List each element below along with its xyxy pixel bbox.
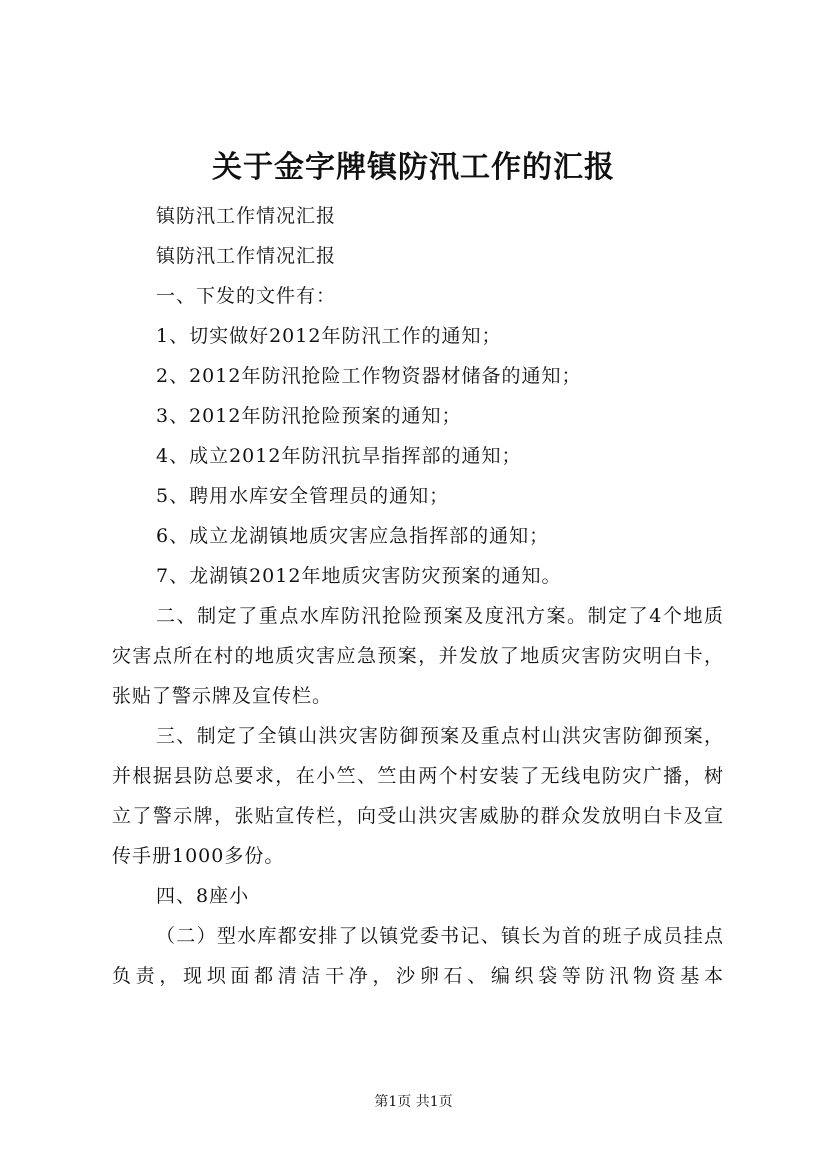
page-footer: 第1页 共1页 [374, 1094, 453, 1110]
list-item: 6、成立龙湖镇地质灾害应急指挥部的通知； [156, 525, 550, 547]
paragraph: 三、制定了全镇山洪灾害防御预案及重点村山洪灾害防御预案，并根据县防总要求，在小竺、竺由两个村安装了无线电防灾广播，树立了警示牌，张贴宣传栏，向受山洪灾害威胁的群众发放明白卡及宣传手册1000多份。 [112, 725, 724, 867]
list-item: 5、聘用水库安全管理员的通知； [156, 485, 450, 507]
document-title: 关于金字牌镇防汛工作的汇报 [212, 150, 615, 185]
text-line: 四、8座小 [156, 885, 250, 907]
text-line: 一、下发的文件有： [156, 285, 337, 307]
text-line: 镇防汛工作情况汇报 [156, 205, 337, 227]
document-body [112, 196, 724, 996]
list-item: 3、2012年防汛抢险预案的通知； [156, 405, 462, 427]
paragraph: （二）型水库都安排了以镇党委书记、镇长为首的班子成员挂点负责，现坝面都清洁干净，沙卵石、编织袋等防汛物资基本 [112, 925, 724, 987]
list-item: 1、切实做好2012年防汛工作的通知； [156, 325, 502, 347]
list-item: 4、成立2012年防汛抗旱指挥部的通知； [156, 445, 522, 467]
list-item: 7、龙湖镇2012年地质灾害防灾预案的通知。 [156, 565, 562, 587]
paragraph: 二、制定了重点水库防汛抢险预案及度汛方案。制定了4个地质灾害点所在村的地质灾害应急预案，并发放了地质灾害防灾明白卡，张贴了警示牌及宣传栏。 [112, 605, 724, 707]
text-line: 镇防汛工作情况汇报 [156, 245, 337, 267]
list-item: 2、2012年防汛抢险工作物资器材储备的通知； [156, 365, 582, 387]
